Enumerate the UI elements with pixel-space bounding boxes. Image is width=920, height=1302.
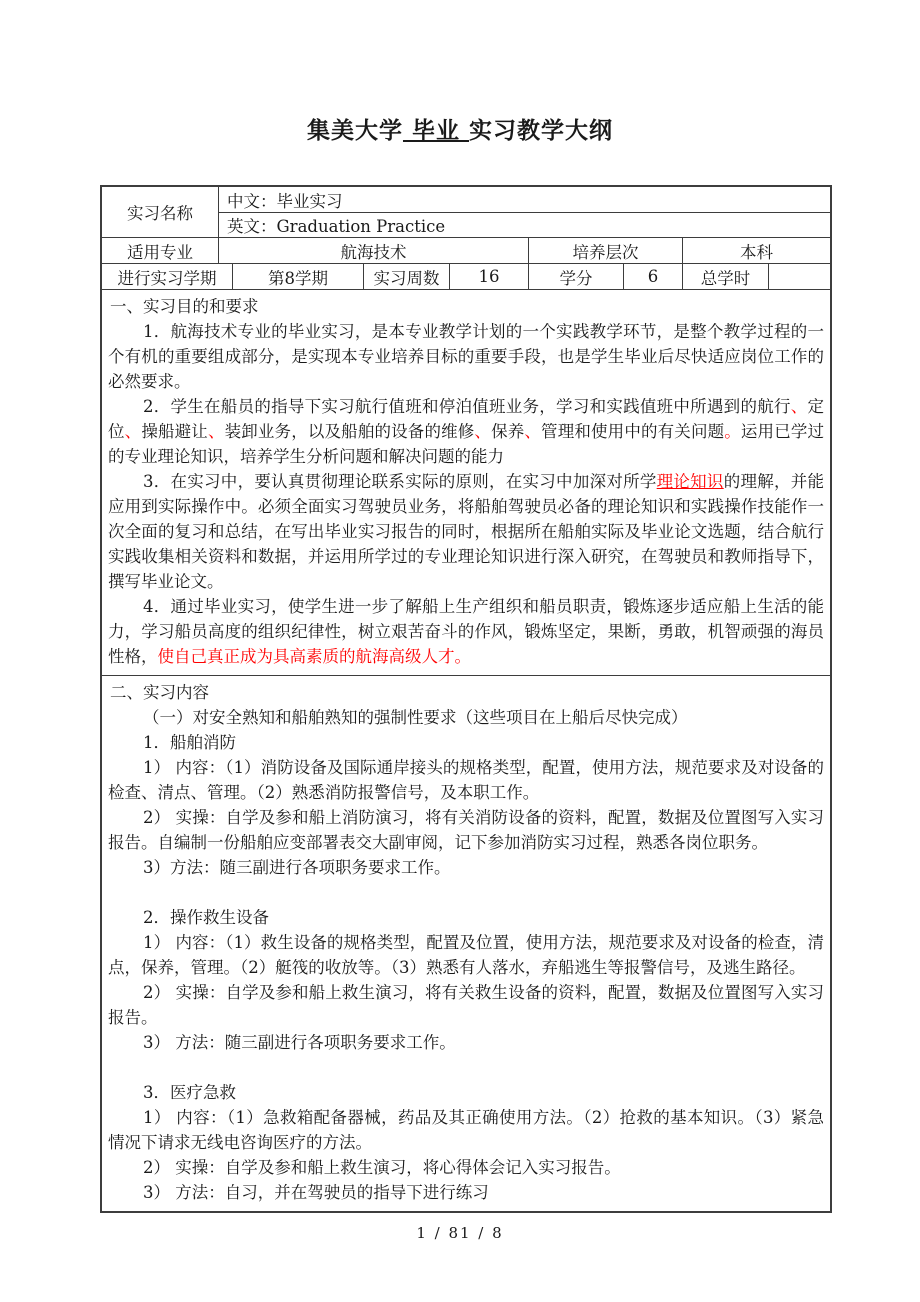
weeks-value: 16 bbox=[449, 264, 528, 289]
weeks-label: 实习周数 bbox=[363, 264, 449, 289]
credits-value: 6 bbox=[623, 264, 682, 289]
purpose-paragraph-2: 2．学生在船员的指导下实习航行值班和停泊值班业务，学习和实践值班中所遇到的航行、定位、操船避让、装卸业务，以及船舶的设备的维修、保养、管理和使用中的有关问题。运用已学过的专业理论知识，培养学生分析问题和解决问题的能力 bbox=[108, 397, 825, 466]
content-paragraph: 1．船舶消防 bbox=[143, 733, 236, 752]
practice-name-en: 英文：Graduation Practice bbox=[219, 212, 830, 237]
section-content-heading: 二、实习内容 bbox=[110, 683, 209, 702]
content-paragraph: 2） 实操：自学及参和船上救生演习，将有关救生设备的资料，配置，数据及位置图写入实习报告。 bbox=[108, 983, 824, 1027]
content-paragraph: （一）对安全熟知和船舶熟知的强制性要求（这些项目在上船后尽快完成） bbox=[143, 708, 688, 727]
content-paragraph-blank bbox=[108, 1055, 824, 1080]
syllabus-table bbox=[100, 185, 832, 1213]
content-paragraph: 2） 实操：自学及参和船上救生演习，将心得体会记入实习报告。 bbox=[143, 1158, 621, 1177]
practice-name-values bbox=[218, 187, 830, 237]
purpose-paragraph-3: 3．在实习中，要认真贯彻理论联系实际的原则，在实习中加深对所学理论知识的理解，并能应用到实际操作中。必须全面实习驾驶员业务，将船舶驾驶员必备的理论知识和实践操作技能作一次全面的复习和总结，在写出毕业实习报告的同时，根据所在船舶实际及毕业论文选题，结合航行实践收集相关资料和数据，并运用所学过的专业理论知识进行深入研究，在驾驶员和教师指导下，撰写毕业论文。 bbox=[108, 472, 825, 591]
total-hours-value bbox=[768, 264, 830, 289]
semester-label: 进行实习学期 bbox=[117, 268, 217, 288]
section-purpose bbox=[102, 290, 830, 675]
document-title bbox=[0, 0, 920, 145]
content-paragraph: 3） 方法：自习，并在驾驶员的指导下进行练习 bbox=[143, 1183, 489, 1202]
level-label: 培养层次 bbox=[528, 238, 682, 263]
row-section-content bbox=[102, 675, 830, 1211]
row-major-level bbox=[102, 237, 830, 263]
credits-label: 学分 bbox=[528, 264, 623, 289]
practice-name-cn: 中文：毕业实习 bbox=[227, 191, 343, 211]
section-purpose-heading: 一、实习目的和要求 bbox=[110, 297, 259, 316]
content-paragraph-blank bbox=[108, 880, 824, 905]
purpose-paragraph-1: 1．航海技术专业的毕业实习，是本专业教学计划的一个实践教学环节，是整个教学过程的一个有机的重要组成部分，是实现本专业培养目标的重要手段，也是学生毕业后尽快适应岗位工作的必然要求。 bbox=[108, 322, 824, 391]
level-value: 本科 bbox=[682, 238, 830, 263]
semester-value: 第8学期 bbox=[232, 264, 363, 289]
content-paragraph: 1） 内容：（1）消防设备及国际通岸接头的规格类型，配置，使用方法，规范要求及对设备的检查、清点、管理。（2）熟悉消防报警信号，及本职工作。 bbox=[108, 758, 824, 802]
content-paragraph: 1） 内容：（1）急救箱配备器械，药品及其正确使用方法。（2）抢救的基本知识。（3）紧急情况下请求无线电咨询医疗的方法。 bbox=[108, 1108, 824, 1152]
title-underlined-word: 毕业 bbox=[402, 117, 469, 144]
content-paragraph: 2） 实操：自学及参和船上消防演习，将有关消防设备的资料，配置，数据及位置图写入实习报告。自编制一份船舶应变部署表交大副审阅，记下参加消防实习过程，熟悉各岗位职务。 bbox=[108, 808, 824, 852]
row-practice-name bbox=[102, 187, 830, 237]
total-hours-label: 总学时 bbox=[682, 264, 768, 289]
major-label: 适用专业 bbox=[127, 242, 193, 262]
title-prefix: 集美大学 bbox=[306, 117, 403, 144]
row-semester-details bbox=[102, 263, 830, 289]
major-value: 航海技术 bbox=[218, 238, 528, 263]
section-content bbox=[102, 676, 830, 1211]
content-paragraph: 1） 内容：（1）救生设备的规格类型，配置及位置，使用方法，规范要求及对设备的检查，清点，保养，管理。（2）艇筏的收放等。（3）熟悉有人落水，弃船逃生等报警信号，及逃生路径。 bbox=[108, 933, 824, 977]
row-section-purpose bbox=[102, 289, 830, 675]
content-paragraph: 3．医疗急救 bbox=[143, 1083, 236, 1102]
content-paragraph: 3）方法：随三副进行各项职务要求工作。 bbox=[143, 858, 451, 877]
practice-name-label: 实习名称 bbox=[127, 204, 193, 223]
content-paragraph: 3） 方法：随三副进行各项职务要求工作。 bbox=[143, 1033, 456, 1052]
title-suffix: 实习教学大纲 bbox=[469, 117, 613, 144]
purpose-paragraph-4: 4．通过毕业实习，使学生进一步了解船上生产组织和船员职责，锻炼逐步适应船上生活的能力，学习船员高度的组织纪律性，树立艰苦奋斗的作风，锻炼坚定，果断，勇敢，机智顽强的海员性格，使自己真正成为具高素质的航海高级人才。 bbox=[108, 597, 824, 666]
page-number: 1 / 81 / 8 bbox=[416, 1224, 504, 1242]
content-paragraph: 2．操作救生设备 bbox=[143, 908, 269, 927]
